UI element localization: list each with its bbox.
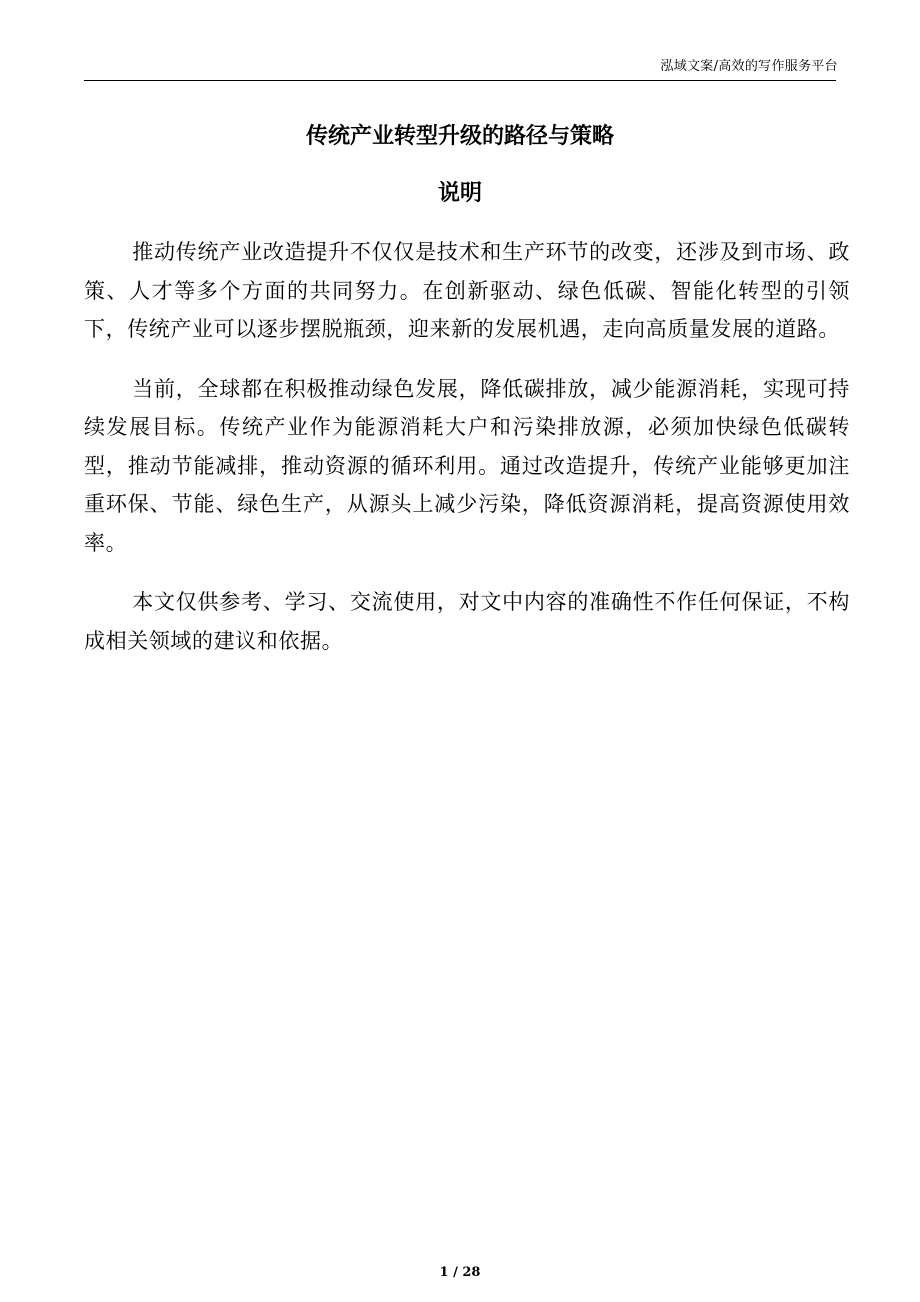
page-number: 1 / 28 <box>439 1265 481 1280</box>
paragraph: 推动传统产业改造提升不仅仅是技术和生产环节的改变，还涉及到市场、政策、人才等多个方面的共同努力。在创新驱动、绿色低碳、智能化转型的引领下，传统产业可以逐步摆脱瓶颈，迎来新的发展机遇，走向高质量发展的道路。 <box>84 240 850 341</box>
paragraph: 当前，全球都在积极推动绿色发展，降低碳排放，减少能源消耗，实现可持续发展目标。传统产业作为能源消耗大户和污染排放源，必须加快绿色低碳转型，推动节能减排，推动资源的循环利用。通过改造提升，传统产业能够更加注重环保、节能、绿色生产，从源头上减少污染，降低资源消耗，提高资源使用效率。 <box>84 376 850 555</box>
paragraph: 本文仅供参考、学习、交流使用，对文中内容的准确性不作任何保证，不构成相关领域的建议和依据。 <box>84 590 850 653</box>
section-heading: 说明 <box>437 181 482 206</box>
document-body <box>84 233 850 681</box>
page-header-label: 泓域文案/高效的写作服务平台 <box>660 59 838 74</box>
document-title: 传统产业转型升级的路径与策略 <box>305 124 614 149</box>
header-divider <box>84 80 836 81</box>
